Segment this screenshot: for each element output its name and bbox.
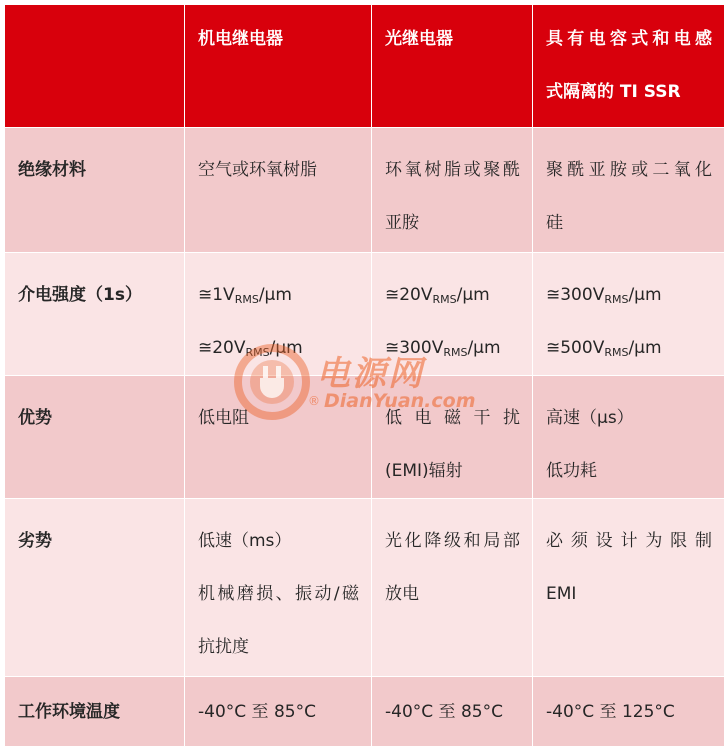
table-row	[5, 499, 725, 677]
header-label-line1: 具有电容式和电感	[546, 29, 712, 49]
row-label-advantages: 优势	[5, 376, 185, 499]
comparison-table	[4, 4, 725, 747]
cell-text: (EMI)辐射	[385, 461, 463, 481]
value-unit: /µm	[258, 285, 292, 305]
header-label: 光继电器	[385, 29, 453, 49]
cell-advantages-ti	[533, 376, 725, 499]
header-mechanical-relay	[185, 5, 372, 128]
cell-disadvantages-mechanical	[185, 499, 372, 677]
cell-dielectric-ti	[533, 253, 725, 376]
cell-disadvantages-photo	[372, 499, 533, 677]
value-sub: RMS	[443, 346, 468, 359]
watermark-title: 电源网	[316, 354, 424, 394]
row-label-insulation: 绝缘材料	[5, 128, 185, 253]
value-unit: /µm	[628, 285, 662, 305]
cell-value	[546, 322, 712, 375]
cell-value	[385, 322, 520, 375]
cell-text: 环氧树脂或聚酰	[385, 160, 520, 180]
header-label-line2: 式隔离的 TI SSR	[546, 82, 681, 102]
value-sub: RMS	[234, 293, 259, 306]
value-unit: /µm	[467, 338, 501, 358]
cell-temperature-mechanical	[185, 677, 372, 747]
value-text: ≅500V	[546, 338, 605, 358]
cell-text: 低 电 磁 干 扰	[385, 408, 520, 428]
table-header-row	[5, 5, 725, 128]
watermark-subtitle: DianYuan.com	[324, 390, 476, 412]
cell-text: -40°C 至 85°C	[385, 702, 503, 722]
cell-insulation-ti	[533, 128, 725, 253]
value-unit: /µm	[456, 285, 490, 305]
header-label: 机电继电器	[198, 29, 283, 49]
table-row	[5, 376, 725, 499]
cell-text: 光化降级和局部	[385, 531, 520, 551]
cell-dielectric-mechanical	[185, 253, 372, 376]
value-unit: /µm	[628, 338, 662, 358]
cell-text: 抗扰度	[198, 637, 249, 657]
cell-text: 聚酰亚胺或二氧化	[546, 160, 712, 180]
cell-disadvantages-ti	[533, 499, 725, 677]
value-sub: RMS	[245, 346, 270, 359]
cell-value	[198, 322, 359, 375]
row-label-temperature: 工作环境温度	[5, 677, 185, 747]
cell-text: 亚胺	[385, 213, 419, 233]
cell-text: 低功耗	[546, 461, 597, 481]
header-ti-ssr	[533, 5, 725, 128]
value-unit: /µm	[269, 338, 303, 358]
value-text: ≅300V	[546, 285, 605, 305]
header-empty-cell	[5, 5, 185, 128]
cell-advantages-mechanical	[185, 376, 372, 499]
watermark-registered: ®	[308, 394, 320, 408]
cell-text: 空气或环氧树脂	[198, 160, 317, 180]
header-photo-relay	[372, 5, 533, 128]
value-text: ≅20V	[198, 338, 246, 358]
value-text: ≅20V	[385, 285, 433, 305]
cell-text: 机械磨损、振动/磁	[198, 584, 359, 604]
cell-text: -40°C 至 85°C	[198, 702, 316, 722]
table-row	[5, 253, 725, 376]
cell-text: 必须设计为限制	[546, 531, 712, 551]
row-label-dielectric: 介电强度（1s）	[5, 253, 185, 376]
row-label-disadvantages: 劣势	[5, 499, 185, 677]
cell-text: 硅	[546, 213, 563, 233]
cell-text: 低速（ms）	[198, 531, 292, 551]
cell-advantages-photo	[372, 376, 533, 499]
value-sub: RMS	[604, 346, 629, 359]
value-sub: RMS	[604, 293, 629, 306]
table-row	[5, 677, 725, 747]
cell-dielectric-photo	[372, 253, 533, 376]
cell-text: 放电	[385, 584, 419, 604]
cell-value	[385, 269, 520, 322]
cell-temperature-ti	[533, 677, 725, 747]
cell-text: 低电阻	[198, 408, 249, 428]
value-text: ≅300V	[385, 338, 444, 358]
cell-value	[198, 269, 359, 322]
cell-value	[546, 269, 712, 322]
value-sub: RMS	[432, 293, 457, 306]
cell-insulation-photo	[372, 128, 533, 253]
cell-text: 高速（µs）	[546, 408, 634, 428]
cell-temperature-photo	[372, 677, 533, 747]
value-text: ≅1V	[198, 285, 235, 305]
cell-insulation-mechanical	[185, 128, 372, 253]
table-row	[5, 128, 725, 253]
cell-text: EMI	[546, 584, 577, 604]
cell-text: -40°C 至 125°C	[546, 702, 675, 722]
